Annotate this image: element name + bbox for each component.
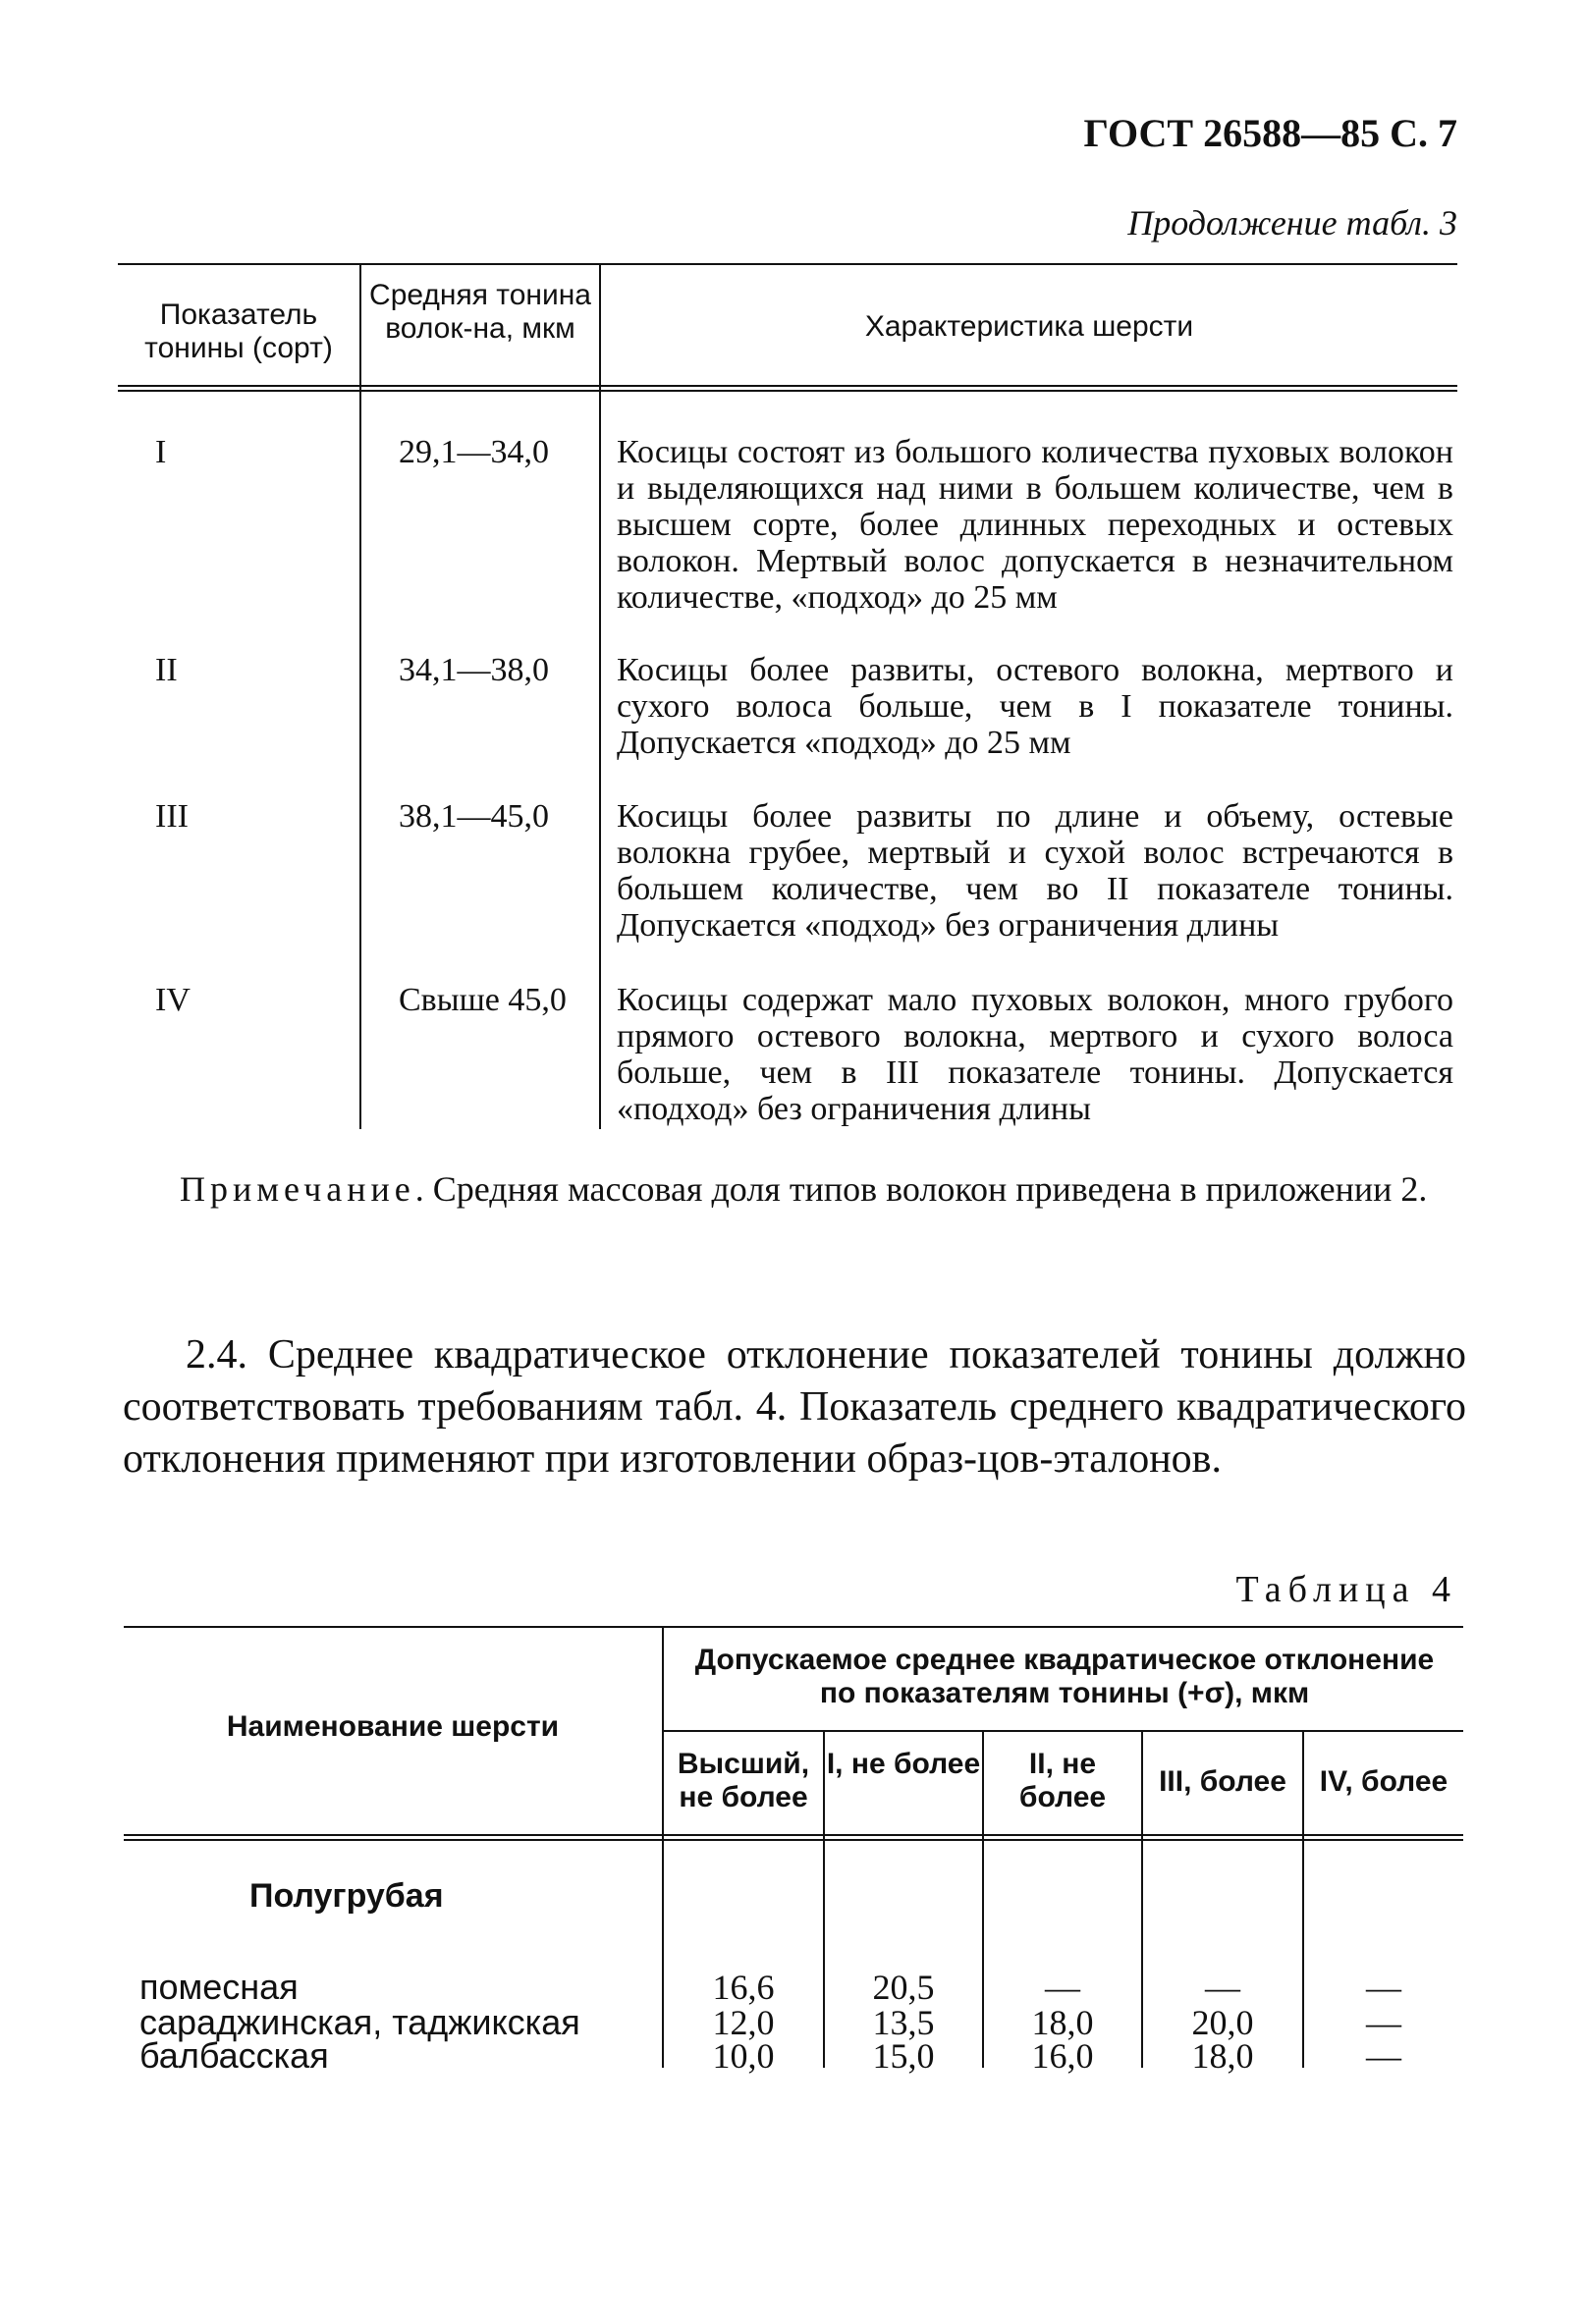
header-rule-1 xyxy=(118,385,1457,387)
paragraph-2-4: 2.4. Среднее квадратическое отклонение показателей тонины должно соответствовать требованиям табл. 4. Показатель среднего квадратического отклонения применяют при изготовлении образ-цов-эталонов. xyxy=(123,1332,1466,1482)
subheader-grade-1: I, не более xyxy=(826,1748,981,1780)
wool-row-1-grade-2: — xyxy=(1045,1968,1080,2007)
column-divider-2 xyxy=(599,263,601,1129)
table-4 xyxy=(124,1626,1463,2076)
wool-row-3-grade-3: 18,0 xyxy=(1191,2036,1254,2076)
table-4-title: Таблица 4 xyxy=(1235,1569,1457,1610)
wool-row-3-grade-2: 16,0 xyxy=(1031,2036,1094,2076)
table4-subheader-rule xyxy=(662,1730,1463,1732)
header-fineness: Средняя тонина волок-на, мкм xyxy=(369,279,591,345)
header-rule-2 xyxy=(118,390,1457,392)
wool-row-2-grade-1: 13,5 xyxy=(872,2003,935,2042)
wool-row-3-name: балбасская xyxy=(139,2035,329,2076)
row-2-description: Косицы более развиты, остевого волокна, мертвого и сухого волоса больше, чем в I показателе тонины. Допускается «подход» до 25 мм xyxy=(617,652,1453,761)
wool-row-2-name: сараджинская, таджикская xyxy=(139,2002,580,2042)
row-2-fineness: 34,1—38,0 xyxy=(399,652,549,688)
wool-row-1-grade-3: — xyxy=(1205,1968,1240,2007)
wool-row-2-highest: 12,0 xyxy=(712,2003,775,2042)
document-code: ГОСТ 26588—85 С. 7 xyxy=(1083,111,1457,155)
table-note xyxy=(180,1166,1468,1212)
row-4-fineness: Свыше 45,0 xyxy=(399,982,567,1018)
column-divider-1 xyxy=(359,263,361,1129)
subheader-highest: Высший, не более xyxy=(677,1748,810,1813)
wool-row-3-highest: 10,0 xyxy=(712,2036,775,2076)
header-deviation-group: Допускаемое среднее квадратическое отклонение по показателям тонины (+σ), мкм xyxy=(694,1644,1435,1709)
table4-top-rule xyxy=(124,1626,1463,1628)
subheader-grade-4: IV, более xyxy=(1319,1765,1448,1798)
wool-row-1-grade-4: — xyxy=(1366,1968,1401,2007)
wool-group-label: Полугрубая xyxy=(249,1877,444,1915)
row-3-grade: III xyxy=(155,798,189,835)
subheader-grade-2: II, не более xyxy=(1018,1748,1107,1813)
wool-row-1-highest: 16,6 xyxy=(712,1968,775,2007)
row-1-grade: I xyxy=(155,434,167,470)
table-top-rule xyxy=(118,263,1457,265)
wool-row-2-grade-3: 20,0 xyxy=(1191,2003,1254,2042)
wool-row-2-grade-4: — xyxy=(1366,2003,1401,2042)
header-wool-name: Наименование шерсти xyxy=(226,1710,560,1743)
subheader-grade-3: III, более xyxy=(1159,1765,1286,1798)
table4-header-rule-1 xyxy=(124,1834,1463,1836)
table-3 xyxy=(118,263,1457,1129)
wool-row-3-grade-4: — xyxy=(1366,2036,1401,2076)
row-2-grade: II xyxy=(155,652,178,688)
row-4-description: Косицы содержат мало пуховых волокон, много грубого прямого остевого волокна, мертвого и сухого волоса больше, чем в III показателе тонины. Допускается «подход» без ограничения длины xyxy=(617,982,1453,1127)
table-continuation-label: Продолжение табл. 3 xyxy=(1127,203,1457,243)
row-4-grade: IV xyxy=(155,982,191,1018)
note-text: . Средняя массовая доля типов волокон приведена в приложении 2. xyxy=(414,1169,1428,1209)
row-3-description: Косицы более развиты по длине и объему, остевые волокна грубее, мертвый и сухой волос встречаются в большем количестве, чем во II показателе тонины. Допускается «подход» без ограничения длины xyxy=(617,798,1453,944)
wool-row-3-grade-1: 15,0 xyxy=(872,2036,935,2076)
header-grade: Показатель тонины (сорт) xyxy=(144,298,333,364)
row-1-description: Косицы состоят из большого количества пуховых волокон и выделяющихся над ними в большем количестве, чем в высшем сорте, более длинных переходных и остевых волокон. Мертвый волос допускается в незначительном количестве, «подход» до 25 мм xyxy=(617,434,1453,616)
wool-row-1-grade-1: 20,5 xyxy=(872,1968,935,2007)
wool-row-1-name: помесная xyxy=(139,1967,299,2007)
wool-row-2-grade-2: 18,0 xyxy=(1031,2003,1094,2042)
note-label: Примечание xyxy=(180,1169,415,1209)
header-characteristic: Характеристика шерсти xyxy=(864,310,1194,343)
row-1-fineness: 29,1—34,0 xyxy=(399,434,549,470)
table4-header-rule-2 xyxy=(124,1839,1463,1841)
row-3-fineness: 38,1—45,0 xyxy=(399,798,549,835)
